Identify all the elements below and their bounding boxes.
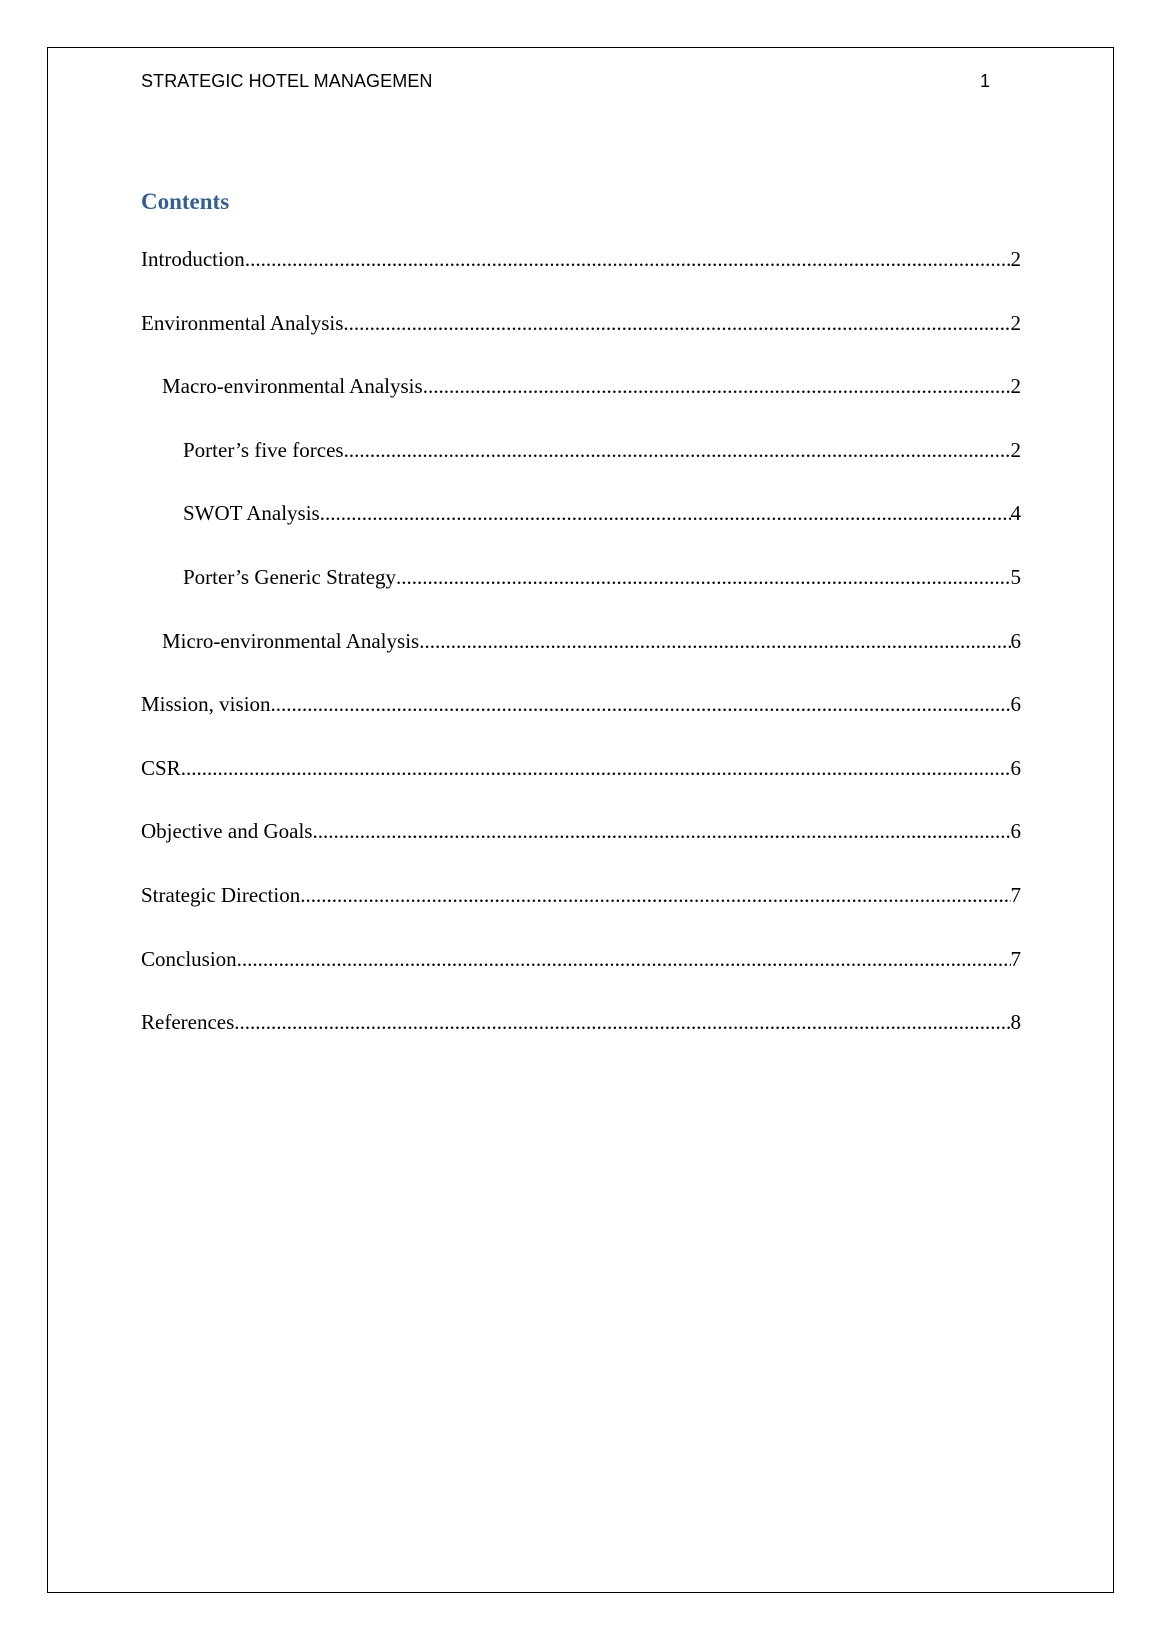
toc-entry-page: 7 — [1010, 946, 1021, 971]
toc-dot-leader — [300, 880, 1010, 910]
toc-dot-leader — [344, 435, 1011, 465]
toc-entry-title: Macro-environmental Analysis — [162, 374, 423, 399]
toc-entry-objective-and-goals[interactable] — [141, 816, 1021, 880]
running-head: STRATEGIC HOTEL MANAGEMEN — [141, 71, 433, 91]
toc-entry-title: Introduction — [141, 247, 245, 271]
toc-entry-page: 6 — [1010, 755, 1021, 780]
toc-entry-micro-environmental-analysis[interactable] — [141, 626, 1021, 690]
toc-dot-leader — [237, 944, 1011, 974]
toc-entry-swot-analysis[interactable] — [141, 498, 1021, 562]
toc-entry-title: Objective and Goals — [141, 819, 313, 844]
toc-entry-title: Conclusion — [141, 946, 237, 971]
toc-entry-environmental-analysis[interactable] — [141, 308, 1021, 372]
toc-entry-title: Porter’s five forces — [183, 437, 344, 462]
toc-entry-introduction[interactable] — [141, 244, 1021, 308]
toc-heading: Contents — [141, 189, 230, 214]
toc-entry-mission-vision[interactable] — [141, 689, 1021, 753]
toc-dot-leader — [423, 371, 1011, 401]
toc-dot-leader — [419, 626, 1010, 656]
toc-entry-csr[interactable] — [141, 753, 1021, 817]
toc-dot-leader — [234, 1007, 1010, 1037]
toc-entry-page: 2 — [1010, 247, 1021, 271]
toc-dot-leader — [396, 562, 1010, 592]
toc-entry-porters-five-forces[interactable] — [141, 435, 1021, 499]
toc-entry-references[interactable] — [141, 1007, 1021, 1071]
toc-entry-strategic-direction[interactable] — [141, 880, 1021, 944]
toc-entry-page: 6 — [1010, 692, 1021, 717]
toc-entry-conclusion[interactable] — [141, 944, 1021, 1008]
toc-dot-leader — [312, 816, 1010, 846]
page-number: 1 — [980, 71, 991, 91]
toc-entry-title: Mission, vision — [141, 692, 271, 717]
toc-dot-leader — [320, 498, 1011, 528]
toc-entry-title: SWOT Analysis — [183, 501, 320, 526]
toc-entry-title: Micro-environmental Analysis — [162, 628, 420, 653]
toc-entry-page: 2 — [1010, 374, 1021, 399]
toc-entry-title: CSR — [141, 755, 181, 780]
toc-entry-page: 6 — [1010, 628, 1021, 653]
toc-dot-leader — [245, 244, 1011, 274]
toc-entry-page: 4 — [1010, 501, 1021, 526]
toc-entry-page: 6 — [1010, 819, 1021, 844]
toc-entry-title: References — [141, 1010, 235, 1035]
toc-entry-page: 5 — [1010, 564, 1021, 589]
toc-dot-leader — [271, 689, 1011, 719]
toc-dot-leader — [181, 753, 1011, 783]
table-of-contents — [141, 244, 1021, 1071]
toc-entry-title: Environmental Analysis — [141, 310, 344, 335]
toc-entry-page: 2 — [1010, 310, 1021, 335]
toc-entry-page: 2 — [1010, 437, 1021, 462]
toc-entry-title: Strategic Direction — [141, 882, 301, 907]
toc-dot-leader — [343, 308, 1010, 338]
toc-entry-page: 7 — [1010, 882, 1021, 907]
toc-entry-page: 8 — [1010, 1010, 1021, 1035]
toc-entry-macro-environmental-analysis[interactable] — [141, 371, 1021, 435]
toc-entry-porters-generic-strategy[interactable] — [141, 562, 1021, 626]
toc-entry-title: Porter’s Generic Strategy — [183, 564, 397, 589]
